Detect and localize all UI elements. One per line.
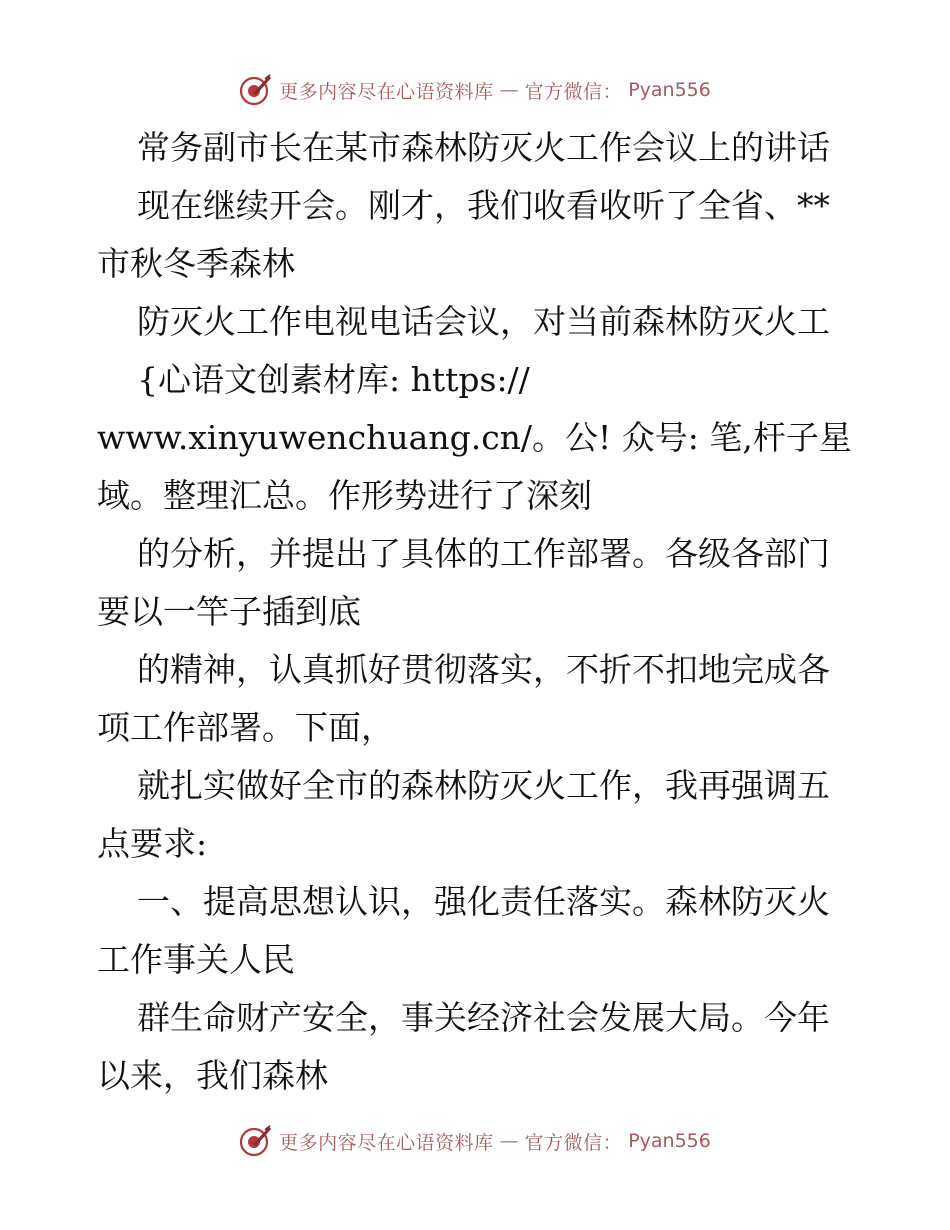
text-line: www.xinyuwenchuang.cn/。公! 众号: 笔,杆子星 <box>97 418 852 457</box>
text-line: 防灭火工作电视电话会议，对当前森林防灭火工 <box>137 302 830 341</box>
text-line: 域。整理汇总。作形势进行了深刻 <box>97 476 592 515</box>
banner-official: 官方微信： <box>524 80 623 103</box>
text-line: 的分析，并提出了具体的工作部署。各级各部门 <box>137 534 830 573</box>
text-line: 以来，我们森林 <box>97 1056 328 1095</box>
doc-title: 常务副市长在某市森林防灭火工作会议上的讲话 <box>137 128 830 167</box>
text-line: {心语文创素材库: https:// <box>137 360 530 399</box>
banner-wechat-id: Pyan556 <box>628 79 711 101</box>
quill-logo-icon <box>239 73 273 107</box>
footer-banner <box>0 1121 950 1161</box>
header-banner <box>0 70 950 110</box>
banner-text: 更多内容尽在心语资料库 <box>279 1131 494 1154</box>
text-line: 要以一竿子插到底 <box>97 592 361 631</box>
banner-official: 官方微信： <box>524 1131 623 1154</box>
text-line: 市秋冬季森林 <box>97 244 295 283</box>
text-line: 项工作部署。下面， <box>97 708 394 747</box>
text-line: 群生命财产安全，事关经济社会发展大局。今年 <box>137 998 830 1037</box>
text-line: 一、提高思想认识，强化责任落实。森林防灭火 <box>137 882 830 921</box>
banner-text: 更多内容尽在心语资料库 <box>279 80 494 103</box>
text-line: 的精神，认真抓好贯彻落实，不折不扣地完成各 <box>137 650 830 689</box>
banner-dash: — <box>499 1130 519 1152</box>
text-line: 点要求: <box>97 824 208 863</box>
banner-wechat-id: Pyan556 <box>628 1130 711 1152</box>
text-line: 就扎实做好全市的森林防灭火工作，我再强调五 <box>137 766 830 805</box>
banner-dash: — <box>499 79 519 101</box>
quill-logo-icon <box>239 1124 273 1158</box>
text-line: 工作事关人民 <box>97 940 295 979</box>
text-line: 现在继续开会。刚才，我们收看收听了全省、** <box>137 186 830 225</box>
